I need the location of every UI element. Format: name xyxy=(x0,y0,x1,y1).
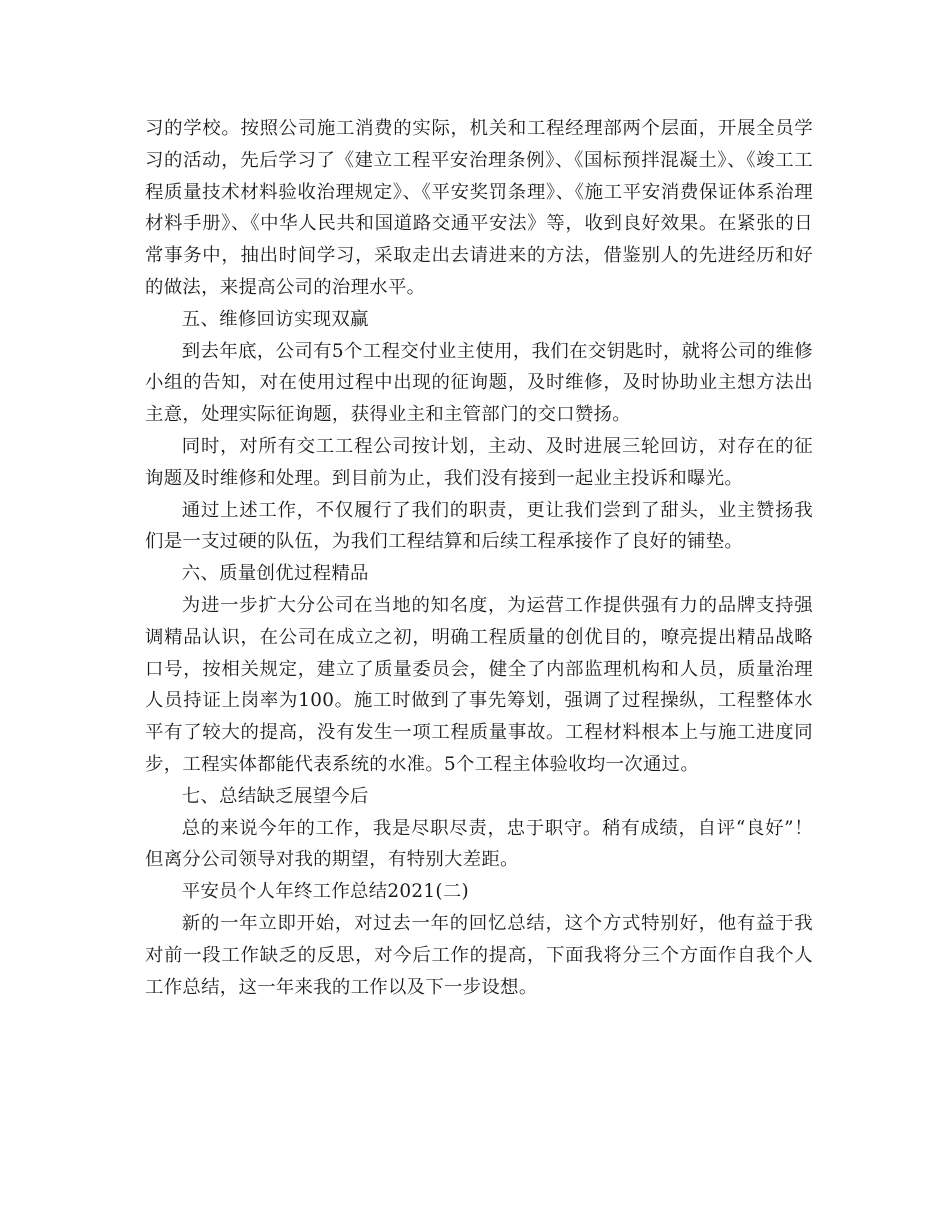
document-subtitle: 平安员个人年终工作总结2021(二) xyxy=(181,881,470,903)
paragraph: 习的学校。按照公司施工消费的实际，机关和工程经理部两个层面，开展全员学习的活动，先后学习了《建立工程平安治理条例》、《国标预拌混凝土》、《竣工工程质量技术材料验收治理规定》、《平安奖罚条理》、《施工平安消费保证体系治理材料手册》、《中华人民共和国道路交通平安法》等，收到良好效果。在紧张的日常事务中，抽出时间学习，采取走出去请进来的方法，借鉴别人的先进经历和好的做法，来提高公司的治理水平。 xyxy=(145,118,813,298)
paragraph: 总的来说今年的工作，我是尽职尽责，忠于职守。稍有成绩，自评“良好”！但离分公司领导对我的期望，有特别大差距。 xyxy=(145,817,813,871)
paragraph: 通过上述工作，不仅履行了我们的职责，更让我们尝到了甜头，业主赞扬我们是一支过硬的队伍，为我们工程结算和后续工程承接作了良好的铺垫。 xyxy=(145,499,813,553)
paragraph: 新的一年立即开始，对过去一年的回忆总结，这个方式特别好，他有益于我对前一段工作缺乏的反思，对今后工作的提高，下面我将分三个方面作自我个人工作总结，这一年来我的工作以及下一步设想。 xyxy=(145,912,813,998)
paragraph: 为进一步扩大分公司在当地的知名度，为运营工作提供强有力的品牌支持强调精品认识，在公司在成立之初，明确工程质量的创优目的，嘹亮提出精品战略口号，按相关规定，建立了质量委员会，健全了内部监理机构和人员，质量治理人员持证上岗率为100。施工时做到了事先筹划，强调了过程操纵，工程整体水平有了较大的提高，没有发生一项工程质量事故。工程材料根本上与施工进度同步，工程实体都能代表系统的水准。5个工程主体验收均一次通过。 xyxy=(145,594,813,775)
section-heading-6: 六、质量创优过程精品 xyxy=(181,563,369,585)
section-heading-5: 五、维修回访实现双赢 xyxy=(181,308,369,330)
section-heading-7: 七、总结缺乏展望今后 xyxy=(181,785,369,807)
document-body xyxy=(145,113,813,1003)
paragraph: 到去年底，公司有5个工程交付业主使用，我们在交钥匙时，就将公司的维修小组的告知，对在使用过程中出现的征询题，及时维修，及时协助业主想方法出主意，处理实际征询题，获得业主和主管部门的交口赞扬。 xyxy=(145,340,813,426)
paragraph: 同时，对所有交工工程公司按计划，主动、及时进展三轮回访，对存在的征询题及时维修和处理。到目前为止，我们没有接到一起业主投诉和曝光。 xyxy=(145,435,813,489)
